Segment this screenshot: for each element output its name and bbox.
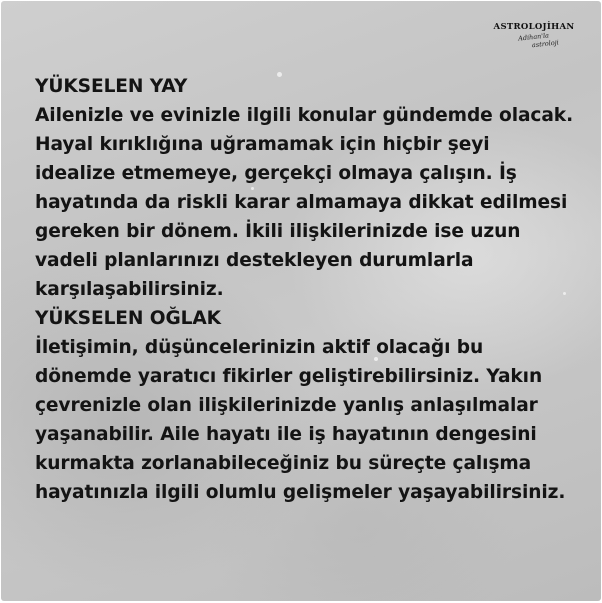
brand-tagline-line-2: astroloji (531, 38, 560, 50)
horoscope-text (35, 72, 583, 507)
paragraph-line: hayatında da riskli karar almamaya dikkat edilmesi (35, 192, 568, 213)
paragraph-line: karşılaşabilirsiniz. (35, 279, 224, 300)
paragraph-line: Ailenizle ve evinizle ilgili konular gündemde olacak. (35, 105, 574, 126)
brand-name: ASTROLOJİHAN (493, 22, 575, 32)
paragraph-line: gereken bir dönem. İkili ilişkilerinizde ise uzun (35, 221, 521, 242)
paragraph-line: Hayal kırıklığına uğramamak için hiçbir şeyi (35, 134, 490, 155)
brand-logo (489, 22, 579, 49)
paragraph-line: vadeli planlarınızı destekleyen durumlarla (35, 250, 474, 271)
paragraph-line: kurmakta zorlanabileceğiniz bu süreçte çalışma (35, 453, 532, 474)
paragraph-line: dönemde yaratıcı fikirler geliştirebilirsiniz. Yakın (35, 366, 543, 387)
paragraph-line: çevrenizle olan ilişkilerinizde yanlış anlaşılmalar (35, 395, 538, 416)
paragraph-line: hayatınızla ilgili olumlu gelişmeler yaşayabilirsiniz. (35, 482, 566, 503)
section-heading-oglak: YÜKSELEN OĞLAK (35, 308, 221, 329)
paragraph-line: İletişimin, düşüncelerinizin aktif olacağı bu (35, 337, 484, 358)
post-card (1, 1, 601, 601)
brand-tagline-line-1: Adihan'la (517, 31, 550, 43)
paragraph-line: yaşanabilir. Aile hayatı ile iş hayatının dengesini (35, 424, 537, 445)
section-heading-yay: YÜKSELEN YAY (35, 76, 188, 97)
paragraph-line: idealize etmemeye, gerçekçi olmaya çalışın. İş (35, 163, 517, 184)
brand-tagline (488, 28, 579, 53)
